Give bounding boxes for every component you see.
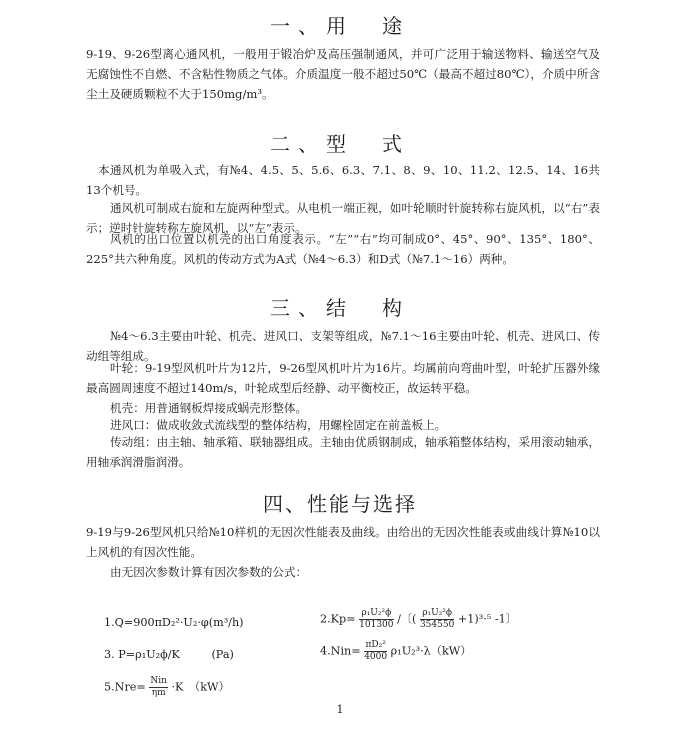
structure-paragraph-1: №4～6.3主要由叶轮、机壳、进风口、支架等组成，№7.1～16主要由叶轮、机壳、进风口、传动组等组成。: [86, 329, 600, 363]
kp-fraction-1: $\frac{\text{ρ₁U₂²ϕ}}{101300}$: [359, 608, 394, 630]
type-paragraph-3: 风机的出口位置以机壳的出口角度表示。“左”“右”均可制成0°、45°、90°、135°、180°、225°共六种角度。风机的传动方式为A式（№4～6.3）和D式（№7.1～16）两种。: [86, 232, 600, 266]
kp-fraction-2: $\frac{\text{ρ₁U₂²ϕ}}{354550}$: [419, 608, 455, 630]
structure-paragraph-impeller: 叶轮：9-19型风机叶片为12片，9-26型风机叶片为16片。均属前向弯曲叶型，叶轮扩压器外缘最高圆周速度不超过140m/s，叶轮成型后经静、动平衡校正，故运转平稳。: [86, 361, 600, 395]
nre-fraction: $\frac{\text{Nin}}{\eta m}$: [150, 676, 167, 698]
formula-flow: 1.Q=900πD₂²·U₂·φ(m³/h): [104, 616, 244, 629]
formula-internal-power: 4.Nin= $\frac{\text{πD₂²}}{4000}$ ρ₁U₂³·λ（kW）: [320, 640, 472, 662]
nin-fraction: $\frac{\text{πD₂²}}{4000}$: [364, 640, 388, 662]
performance-paragraph-2: 由无因次参数计算有因次参数的公式：: [110, 565, 308, 579]
structure-paragraph-drive: 传动组：由主轴、轴承箱、联轴器组成。主轴由优质钢制成，轴承箱整体结构，采用滚动轴承，用轴承润滑脂润滑。: [86, 435, 600, 469]
page-number: 1: [336, 703, 344, 716]
formula-pressure: 3. P=ρ₁U₂ϕ/K (Pa): [104, 648, 234, 661]
structure-paragraph-casing: 机壳：用普通钢板焊接成蜗壳形整体。: [110, 401, 308, 415]
usage-paragraph: 9-19、9-26型离心通风机，一般用于锻冶炉及高压强制通风，并可广泛用于输送物料、输送空气及无腐蚀性不自燃、不含粘性物质之气体。介质温度一般不超过50℃（最高不超过80℃），介质中所含尘土及硬质颗粒不大于150mg/m³。: [86, 47, 600, 101]
type-paragraph-2: 通风机可制成右旋和左旋两种型式。从电机一端正视，如叶轮顺时针旋转称右旋风机，以“右”表示；逆时针旋转称左旋风机，以“左”表示。: [86, 201, 600, 235]
section-title-type: 二、型 式: [270, 132, 410, 156]
type-paragraph-1: 本通风机为单吸入式，有№4、4.5、5、5.6、6.3、7.1、8、9、10、11.2、12.5、14、16共13个机号。: [86, 163, 600, 197]
section-title-usage: 一、用 途: [270, 14, 410, 38]
structure-paragraph-inlet: 进风口：做成收敛式流线型的整体结构，用螺栓固定在前盖板上。: [110, 418, 447, 432]
section-title-performance: 四、性能与选择: [263, 492, 417, 516]
formula-required-power: 5.Nre= $\frac{\text{Nin}}{\eta m}$ ·K （kW）: [104, 676, 230, 698]
formula-kp: 2.Kp= $\frac{\text{ρ₁U₂²ϕ}}{101300}$ /〔( $\frac{\text{ρ₁U₂²ϕ}}{354550}$ +1)³·⁵ -1〕: [320, 608, 517, 630]
performance-paragraph-1: 9-19与9-26型风机只给№10样机的无因次性能表及曲线。由给出的无因次性能表或曲线计算№10以上风机的有因次性能。: [86, 525, 600, 559]
section-title-structure: 三、结 构: [270, 296, 410, 320]
